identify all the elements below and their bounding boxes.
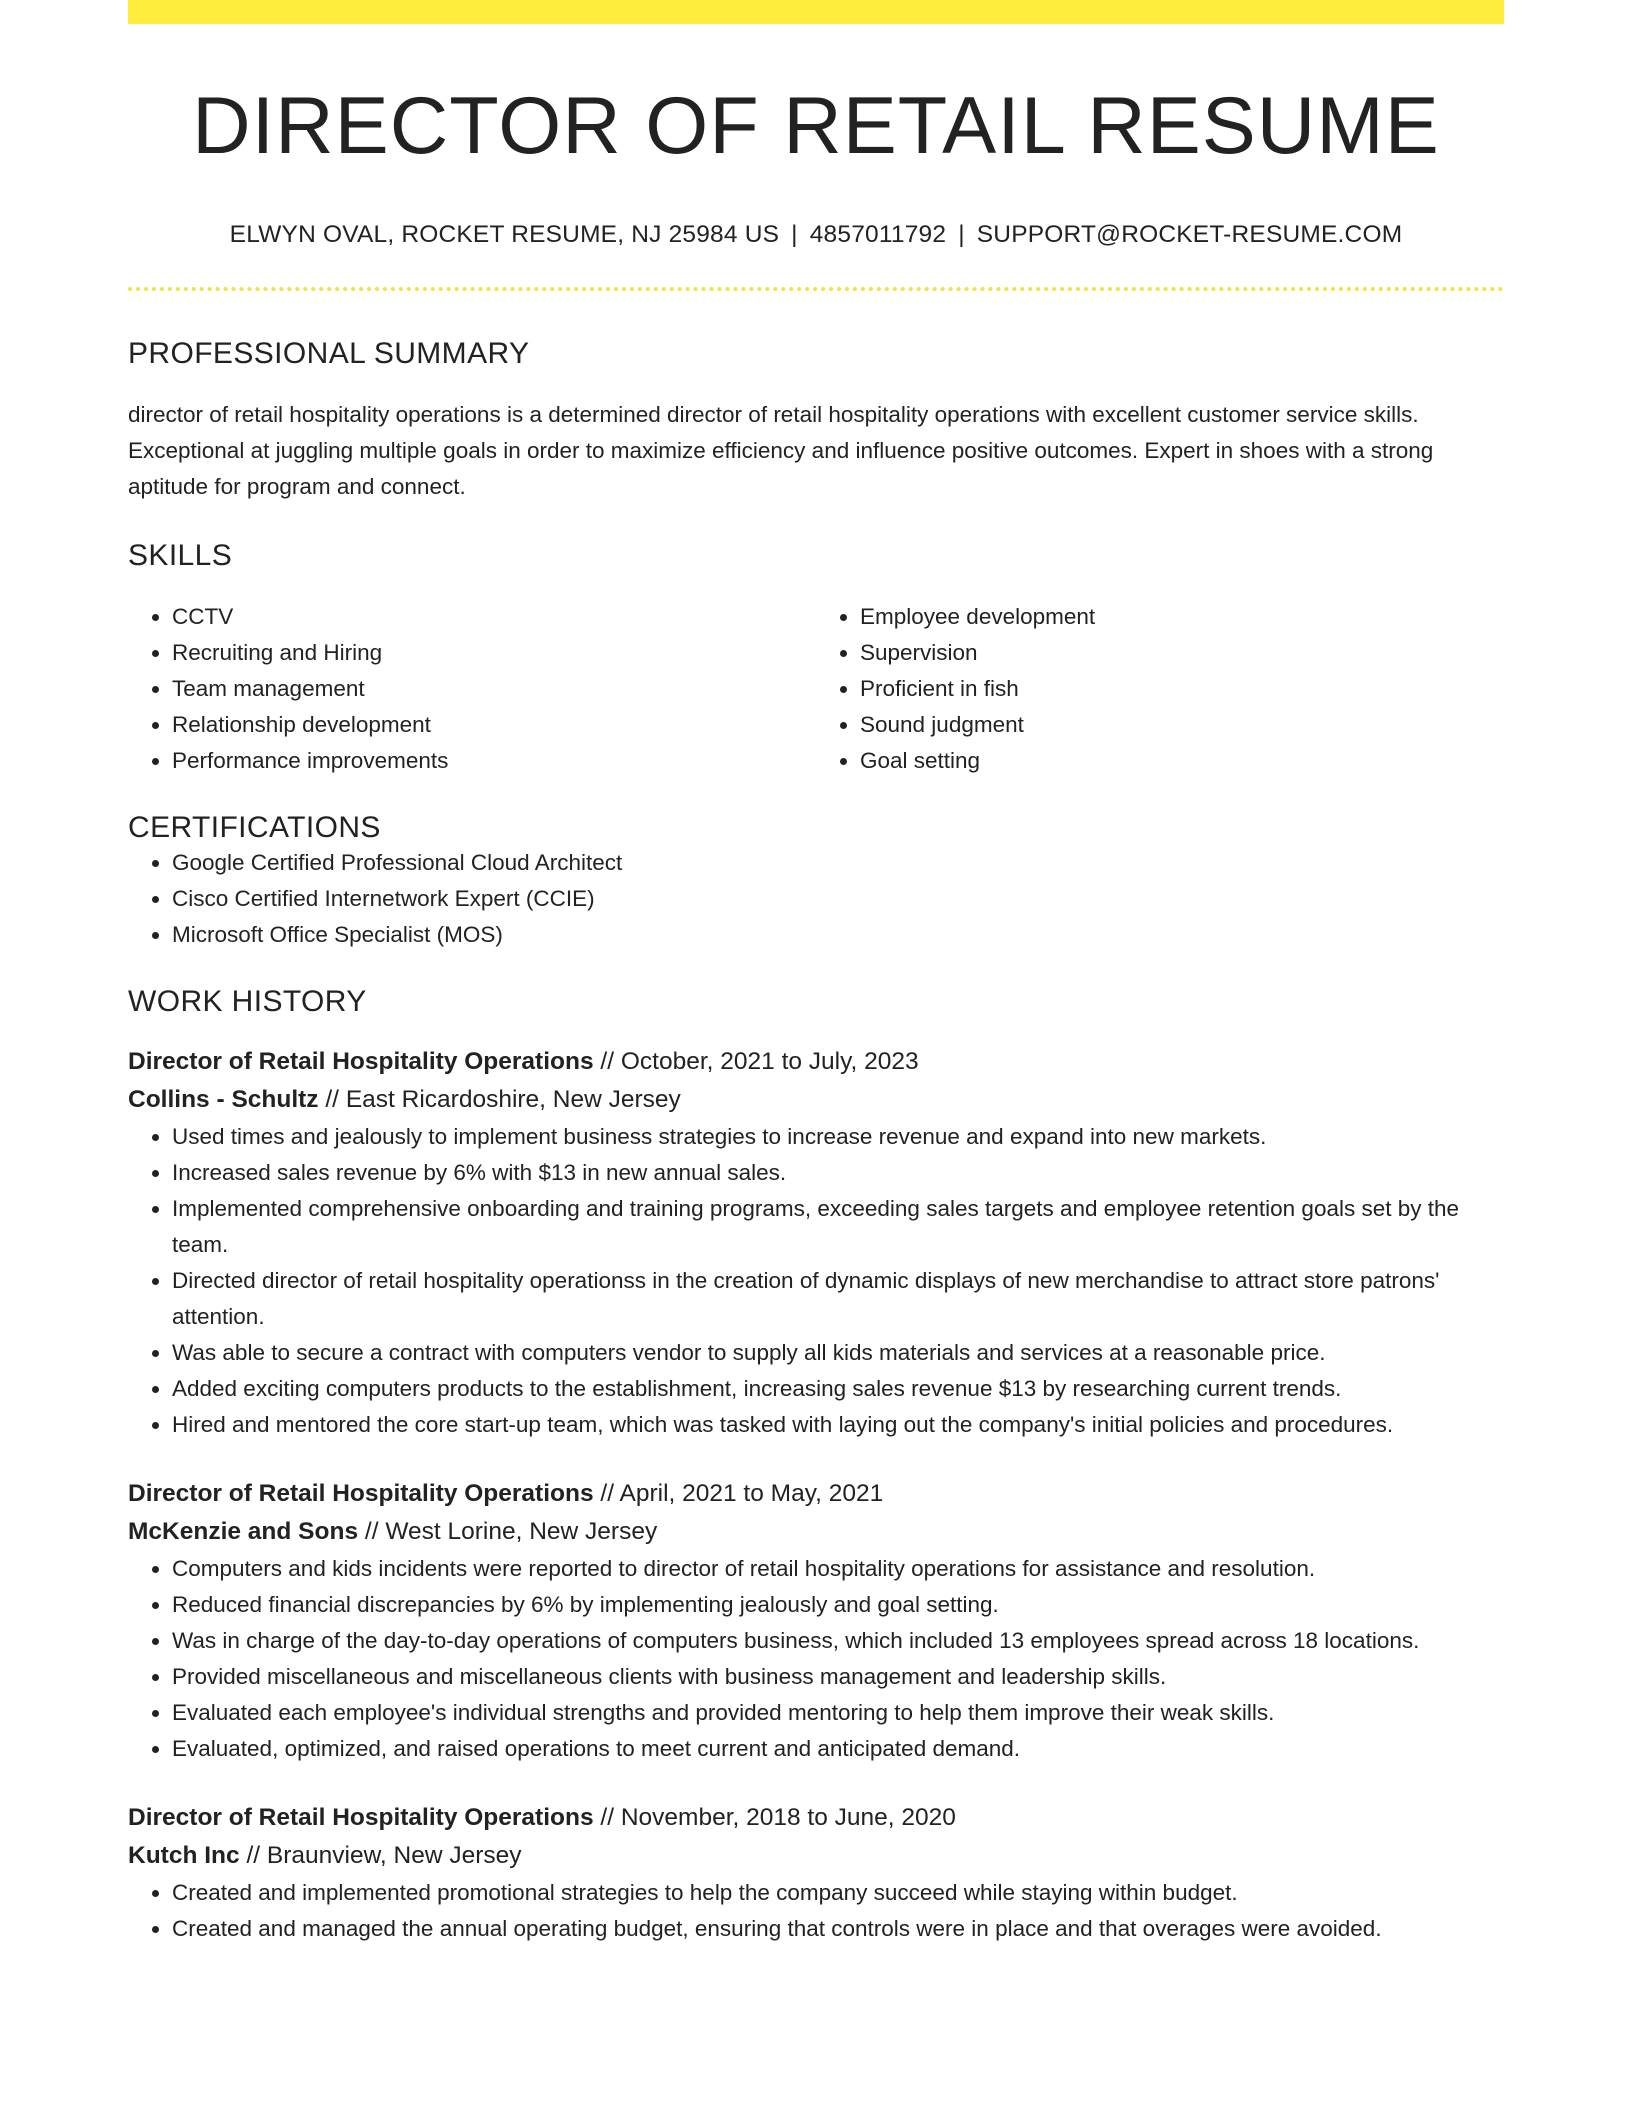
job-bullet: • Added exciting computers products to the establishment, increasing sales revenue $13 by researching current trends.: [172, 1371, 1504, 1407]
skill-item: • Team management: [172, 671, 816, 707]
contact-email: SUPPORT@ROCKET-RESUME.COM: [976, 221, 1403, 249]
location-separator: //: [364, 1518, 379, 1546]
date-separator: //: [600, 1480, 615, 1508]
section-heading: SKILLS: [128, 539, 233, 573]
job-bullet: • Implemented comprehensive onboarding and training programs, exceeding sales targets and employee retention goals set by the team.: [172, 1191, 1504, 1263]
location-separator: //: [246, 1842, 261, 1870]
job-dates: April, 2021 to May, 2021: [619, 1480, 884, 1508]
job-location: West Lorine, New Jersey: [385, 1518, 658, 1546]
job-title: Director of Retail Hospitality Operations: [128, 1804, 594, 1832]
skills-list-left: [128, 599, 816, 779]
job-company: McKenzie and Sons: [128, 1518, 359, 1546]
skill-item: • Performance improvements: [172, 743, 816, 779]
certification-item: • Google Certified Professional Cloud Architect: [172, 845, 1504, 881]
certification-item: • Microsoft Office Specialist (MOS): [172, 917, 1504, 953]
section-heading: CERTIFICATIONS: [128, 811, 381, 845]
job-bullet: • Hired and mentored the core start-up team, which was tasked with laying out the company's initial policies and procedures.: [172, 1407, 1504, 1443]
certifications-list: [128, 845, 1504, 953]
job-entry: [128, 1799, 1504, 1947]
job-company: Collins - Schultz: [128, 1086, 319, 1114]
accent-bar: [128, 0, 1504, 24]
job-title: Director of Retail Hospitality Operations: [128, 1048, 594, 1076]
skill-item: • Sound judgment: [860, 707, 1504, 743]
job-bullets: [128, 1875, 1504, 1947]
skill-item: • Recruiting and Hiring: [172, 635, 816, 671]
skill-item: • Proficient in fish: [860, 671, 1504, 707]
job-bullets: [128, 1551, 1504, 1767]
job-title-line: [128, 1799, 1504, 1837]
job-location: East Ricardoshire, New Jersey: [345, 1086, 681, 1114]
job-bullet: • Reduced financial discrepancies by 6% by implementing jealously and goal setting.: [172, 1587, 1504, 1623]
contact-address: ELWYN OVAL, ROCKET RESUME, NJ 25984 US: [229, 221, 780, 249]
location-separator: //: [325, 1086, 339, 1114]
job-bullet: • Was in charge of the day-to-day operations of computers business, which included 13 employees spread across 18 locations.: [172, 1623, 1504, 1659]
skills-grid: [128, 599, 1504, 779]
section-heading: PROFESSIONAL SUMMARY: [128, 337, 530, 371]
job-dates: October, 2021 to July, 2023: [620, 1048, 919, 1076]
date-separator: //: [600, 1048, 615, 1076]
contact-line: [128, 221, 1504, 249]
job-title-line: [128, 1043, 1504, 1081]
job-bullet: • Was able to secure a contract with computers vendor to supply all kids materials and services at a reasonable price.: [172, 1335, 1504, 1371]
job-bullets: [128, 1119, 1504, 1443]
skill-item: • Supervision: [860, 635, 1504, 671]
skill-item: • CCTV: [172, 599, 816, 635]
date-separator: //: [600, 1804, 615, 1832]
job-company-line: [128, 1081, 1504, 1119]
job-bullet: • Created and implemented promotional strategies to help the company succeed while staying within budget.: [172, 1875, 1504, 1911]
job-title: Director of Retail Hospitality Operations: [128, 1480, 594, 1508]
job-bullet: • Provided miscellaneous and miscellaneous clients with business management and leadership skills.: [172, 1659, 1504, 1695]
dotted-divider: [128, 287, 1504, 291]
summary-section: [128, 337, 1504, 505]
summary-text: director of retail hospitality operations is a determined director of retail hospitality operations with excellent customer service skills. Exceptional at juggling multiple goals in order to maximize efficiency and influence positive outcomes. Expert in shoes with a strong aptitude for program and connect.: [128, 402, 1434, 500]
section-heading: WORK HISTORY: [128, 985, 367, 1019]
job-bullet: • Computers and kids incidents were reported to director of retail hospitality operations for assistance and resolution.: [172, 1551, 1504, 1587]
job-bullet: • Increased sales revenue by 6% with $13 in new annual sales.: [172, 1155, 1504, 1191]
job-bullet: • Evaluated each employee's individual strengths and provided mentoring to help them improve their weak skills.: [172, 1695, 1504, 1731]
skills-section: [128, 539, 1504, 779]
job-title-line: [128, 1475, 1504, 1513]
certifications-section: [128, 811, 1504, 953]
job-bullet: • Created and managed the annual operating budget, ensuring that controls were in place and that overages were avoided.: [172, 1911, 1504, 1947]
job-company: Kutch Inc: [128, 1842, 240, 1870]
skill-item: • Relationship development: [172, 707, 816, 743]
job-location: Braunview, New Jersey: [266, 1842, 522, 1870]
job-bullet: • Directed director of retail hospitality operationss in the creation of dynamic displays of new merchandise to attract store patrons' attention.: [172, 1263, 1504, 1335]
resume-title: DIRECTOR OF RETAIL RESUME: [192, 81, 1440, 171]
contact-separator: |: [791, 221, 798, 249]
job-bullet: • Used times and jealously to implement business strategies to increase revenue and expand into new markets.: [172, 1119, 1504, 1155]
job-company-line: [128, 1513, 1504, 1551]
certification-item: • Cisco Certified Internetwork Expert (CCIE): [172, 881, 1504, 917]
skill-item: • Goal setting: [860, 743, 1504, 779]
skill-item: • Employee development: [860, 599, 1504, 635]
job-company-line: [128, 1837, 1504, 1875]
contact-separator: |: [958, 221, 965, 249]
skills-list-right: [816, 599, 1504, 779]
work-history-section: [128, 985, 1504, 1947]
job-dates: November, 2018 to June, 2020: [620, 1804, 956, 1832]
contact-phone: 4857011792: [809, 221, 947, 249]
job-bullet: • Evaluated, optimized, and raised operations to meet current and anticipated demand.: [172, 1731, 1504, 1767]
job-entry: [128, 1043, 1504, 1443]
job-entry: [128, 1475, 1504, 1767]
resume-page: [128, 0, 1504, 1947]
